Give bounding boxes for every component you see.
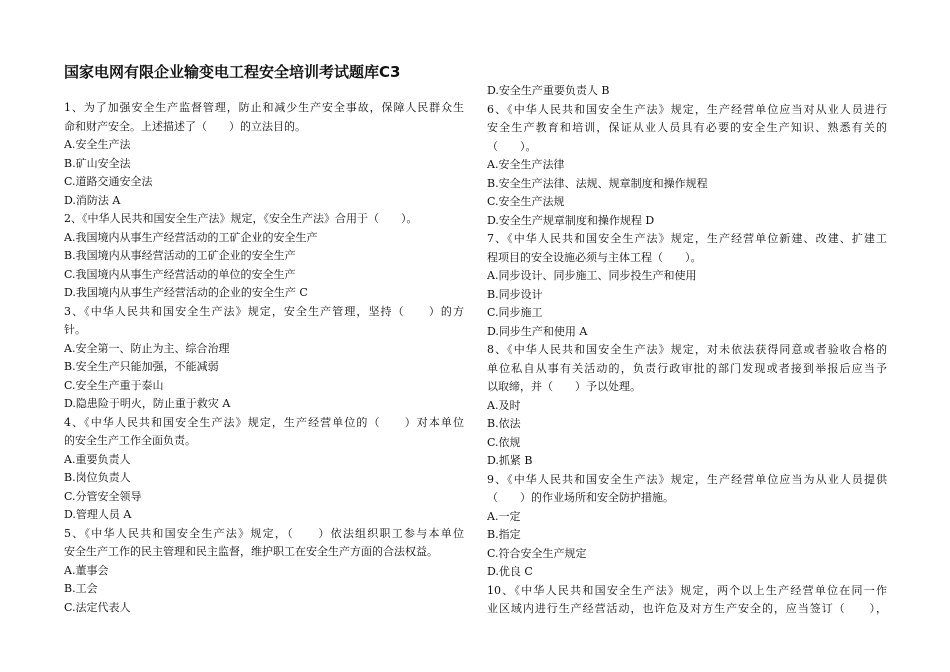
answer-option: D.同步生产和使用 A: [487, 324, 588, 338]
question-text: 9、《中华人民共和国安全生产法》规定，生产经营单位应当为从业人员提供: [487, 472, 887, 486]
answer-option: A.及时: [487, 398, 521, 412]
question-text: 命和财产安全。上述描述了（ ）的立法目的。: [64, 119, 306, 133]
question-text: 8、《中华人民共和国安全生产法》规定，对未依法获得同意或者验收合格的: [487, 343, 887, 356]
answer-option: D.优良 C: [487, 565, 533, 578]
answer-option: B.工会: [64, 582, 98, 595]
answer-option: C.分管安全领导: [64, 489, 142, 503]
question-text: 程项目的安全设施必须与主体工程（ ）。: [487, 250, 702, 264]
answer-option: B.我国境内从事经营活动的工矿企业的安全生产: [64, 249, 296, 262]
answer-option: A.同步设计、同步施工、同步投生产和使用: [487, 269, 697, 282]
question-text: 单位私自从事有关活动的，负责行政审批的部门发现或者接到举报后应当予: [487, 361, 887, 375]
answer-option: C.符合安全生产规定: [487, 546, 587, 560]
question-text: 2、《中华人民共和国安全生产法》规定，《安全生产法》合用于（ ）。: [64, 212, 418, 225]
answer-option: D.隐患险于明火，防止重于救灾 A: [64, 397, 231, 410]
answer-option: A.一定: [487, 509, 521, 523]
answer-option: D.抓紧 B: [487, 454, 533, 467]
question-text: 以取缔，并（ ）予以处理。: [487, 380, 641, 393]
question-text: 业区域内进行生产经营活动，也许危及对方生产安全的，应当签订（ ），: [487, 602, 887, 615]
answer-option: A.安全生产法律: [487, 158, 565, 171]
question-text: （ ）。: [487, 139, 537, 153]
question-text: 3、《中华人民共和国安全生产法》规定，安全生产管理，坚持（ ）的方: [64, 304, 464, 318]
question-text: 的安全生产工作全面负责。: [64, 434, 196, 447]
answer-option: D.安全生产重要负责人 B: [487, 84, 610, 97]
answer-option: D.我国境内从事生产经营活动的企业的安全生产 C: [64, 286, 308, 299]
answer-option: B.依法: [487, 417, 521, 430]
answer-option: B.指定: [487, 528, 521, 541]
answer-option: B.同步设计: [487, 287, 543, 301]
answer-option: B.安全生产只能加强，不能减弱: [64, 360, 219, 373]
answer-option: C.道路交通安全法: [64, 175, 153, 188]
question-column-right: [487, 82, 887, 619]
question-column-left: [64, 99, 464, 617]
answer-option: A.安全第一、防止为主、综合治理: [64, 341, 230, 355]
question-text: 10、《中华人民共和国安全生产法》规定，两个以上生产经营单位在同一作: [487, 583, 887, 597]
answer-option: A.安全生产法: [64, 138, 131, 151]
question-text: 安全生产教育和培训，保证从业人员具有必要的安全生产知识、熟悉有关的: [487, 121, 887, 134]
page-title: 国家电网有限企业输变电工程安全培训考试题库C3: [64, 63, 401, 81]
answer-option: C.安全生产重于泰山: [64, 378, 164, 392]
question-text: 5、《中华人民共和国安全生产法》规定，（ ）依法组织职工参与本单位: [64, 526, 464, 540]
answer-option: C.我国境内从事生产经营活动的单位的安全生产: [64, 267, 296, 281]
answer-option: D.管理人员 A: [64, 508, 132, 521]
answer-option: C.依规: [487, 435, 521, 449]
answer-option: C.安全生产法规: [487, 195, 565, 208]
answer-option: B.矿山安全法: [64, 156, 131, 170]
question-text: 6、《中华人民共和国安全生产法》规定，生产经营单位应当对从业人员进行: [487, 102, 887, 116]
answer-option: B.安全生产法律、法规、规章制度和操作规程: [487, 176, 708, 190]
question-text: 安全生产工作的民主管理和民主监督，维护职工在安全生产方面的合法权益。: [64, 545, 438, 558]
answer-option: A.重要负责人: [64, 452, 131, 466]
answer-option: D.安全生产规章制度和操作规程 D: [487, 213, 655, 227]
question-text: 4、《中华人民共和国安全生产法》规定，生产经营单位的（ ）对本单位: [64, 415, 464, 429]
question-text: 1、为了加强安全生产监督管理，防止和减少生产安全事故，保障人民群众生: [64, 101, 464, 114]
question-text: 7、《中华人民共和国安全生产法》规定，生产经营单位新建、改建、扩建工: [487, 232, 887, 245]
question-text: 针。: [64, 323, 86, 336]
answer-option: C.法定代表人: [64, 600, 131, 614]
answer-option: A.董事会: [64, 563, 109, 577]
answer-option: C.同步施工: [487, 306, 543, 319]
question-text: （ ）的作业场所和安全防护措施。: [487, 491, 674, 504]
answer-option: D.消防法 A: [64, 193, 121, 207]
answer-option: B.岗位负责人: [64, 471, 131, 484]
answer-option: A.我国境内从事生产经营活动的工矿企业的安全生产: [64, 230, 318, 244]
